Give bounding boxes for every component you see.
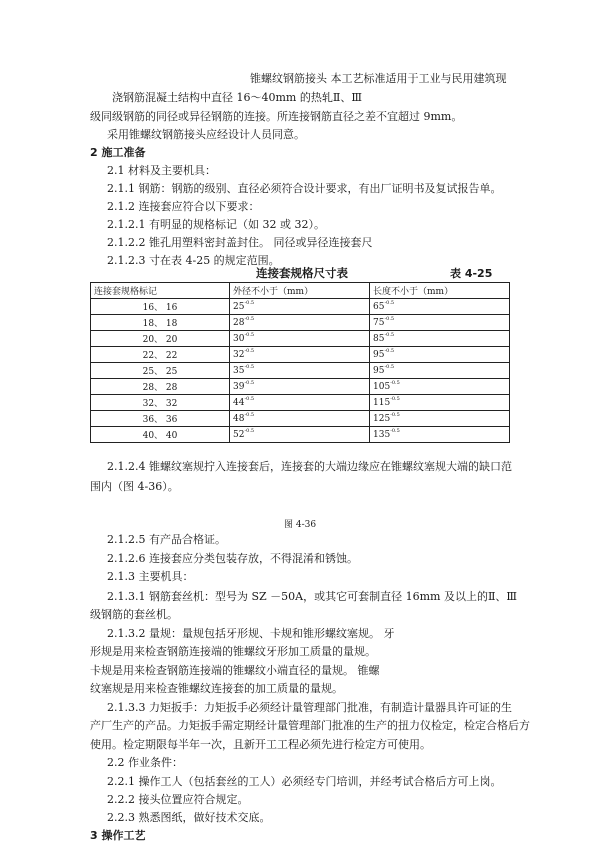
tolerance-mark: -0.5 <box>390 379 400 386</box>
cell-outer-diameter-value: 28 <box>233 317 245 328</box>
cell-outer-diameter-value: 52 <box>233 429 245 440</box>
tolerance-mark: -0.5 <box>390 411 400 418</box>
table-title: 连接套规格尺寸表 <box>256 266 348 280</box>
clause-2-1-3: 2.1.3 主要机具： <box>107 570 194 583</box>
cell-length-value: 65 <box>373 301 385 312</box>
tolerance-mark: -0.5 <box>244 347 255 354</box>
clause-2-1-3-3-line-2: 产厂生产的产品。力矩扳手需定期经计量管理部门批准的生产的扭力仪检定，检定合格后方 <box>90 719 530 732</box>
section-3-heading: 3 操作工艺 <box>90 829 146 842</box>
clause-2-2-1: 2.2.1 操作工人（包括套丝的工人）必须经专门培训，并经考试合格后方可上岗。 <box>107 775 502 788</box>
header-outer-diameter: 外径不小于（mm） <box>230 283 370 299</box>
header-length: 长度不小于（mm） <box>370 283 510 299</box>
clause-2-1-2-4-line-1: 2.1.2.4 锥螺纹塞规拧入连接套后，连接套的大端边缘应在锥螺纹塞规大端的缺口范 <box>107 460 512 473</box>
clause-2-2-3: 2.2.3 熟悉图纸，做好技术交底。 <box>107 811 271 824</box>
tolerance-mark: -0.5 <box>244 379 255 386</box>
clause-2-1-1: 2.1.1 钢筋：钢筋的级别、直径必须符合设计要求，有出厂证明书及复试报告单。 <box>107 182 502 195</box>
table-row <box>91 331 510 347</box>
intro-line-3: 级同级钢筋的同径或异径钢筋的连接。所连接钢筋直径之差不宜超过 9mm。 <box>90 110 463 123</box>
cell-spec: 18、 18 <box>91 315 230 331</box>
cell-outer-diameter <box>230 299 370 315</box>
cell-length <box>370 379 510 395</box>
tolerance-mark: -0.5 <box>244 315 255 322</box>
clause-2-1-2-2: 2.1.2.2 锥孔用塑料密封盖封住。 同径或异径连接套尺 <box>107 236 373 249</box>
clause-2-1-2-6: 2.1.2.6 连接套应分类包装存放，不得混淆和锈蚀。 <box>107 552 358 565</box>
table-row <box>91 363 510 379</box>
clause-2-1: 2.1 材料及主要机具： <box>107 164 216 177</box>
clause-2-1-3-2-line-4: 纹塞规是用来检查锥螺纹连接套的加工质量的量规。 <box>90 682 343 695</box>
cell-outer-diameter <box>230 379 370 395</box>
cell-outer-diameter-value: 48 <box>233 413 245 424</box>
cell-outer-diameter-value: 44 <box>233 397 245 408</box>
clause-2-1-2-1: 2.1.2.1 有明显的规格标记（如 32 或 32）。 <box>107 218 325 231</box>
cell-outer-diameter <box>230 315 370 331</box>
tolerance-mark: -0.5 <box>244 363 255 370</box>
cell-outer-diameter <box>230 347 370 363</box>
cell-outer-diameter-value: 35 <box>233 365 245 376</box>
tolerance-mark: -0.5 <box>244 299 255 306</box>
clause-2-1-3-2-line-3: 卡规是用来检查钢筋连接端的锥螺纹小端直径的量规。 锥螺 <box>90 664 380 677</box>
section-2-heading: 2 施工准备 <box>90 146 146 159</box>
cell-outer-diameter-value: 25 <box>233 301 245 312</box>
clause-2-1-3-1-line-2: 级钢筋的套丝机。 <box>90 608 178 621</box>
cell-length-value: 135 <box>373 429 391 440</box>
clause-2-2: 2.2 作业条件： <box>107 756 183 769</box>
cell-outer-diameter <box>230 395 370 411</box>
cell-outer-diameter <box>230 363 370 379</box>
tolerance-mark: -0.5 <box>384 347 395 354</box>
table-row <box>91 411 510 427</box>
tolerance-mark: -0.5 <box>244 395 255 402</box>
cell-spec: 36、 36 <box>91 411 230 427</box>
cell-spec: 28、 28 <box>91 379 230 395</box>
clause-2-1-3-2-line-1: 2.1.3.2 量规：量规包括牙形规、卡规和锥形螺纹塞规。 牙 <box>107 627 395 640</box>
cell-length-value: 85 <box>373 333 385 344</box>
cell-outer-diameter-value: 32 <box>233 349 245 360</box>
cell-length <box>370 331 510 347</box>
cell-outer-diameter <box>230 427 370 443</box>
intro-line-2: 浇钢筋混凝土结构中直径 16～40mm 的热轧Ⅱ、Ⅲ <box>112 91 362 104</box>
tolerance-mark: -0.5 <box>384 299 395 306</box>
intro-line-1: 锥螺纹钢筋接头 本工艺标准适用于工业与民用建筑现 <box>250 72 507 85</box>
tolerance-mark: -0.5 <box>390 427 400 434</box>
clause-2-1-2-4-line-2: 围内（图 4-36）。 <box>90 480 179 493</box>
table-row <box>91 299 510 315</box>
clause-2-1-2-3: 2.1.2.3 寸在表 4-25 的规定范围。 <box>107 254 280 267</box>
tolerance-mark: -0.5 <box>244 427 255 434</box>
cell-outer-diameter-value: 30 <box>233 333 245 344</box>
table-header-row <box>91 283 510 299</box>
cell-length <box>370 347 510 363</box>
cell-length <box>370 411 510 427</box>
tolerance-mark: -0.5 <box>384 315 395 322</box>
cell-length-value: 105 <box>373 381 391 392</box>
tolerance-mark: -0.5 <box>390 395 400 402</box>
cell-length-value: 125 <box>373 413 391 424</box>
header-spec: 连接套规格标记 <box>91 283 230 299</box>
table-row <box>91 395 510 411</box>
clause-2-2-2: 2.2.2 接头位置应符合规定。 <box>107 793 249 806</box>
table-row <box>91 379 510 395</box>
tolerance-mark: -0.5 <box>244 331 255 338</box>
cell-length <box>370 395 510 411</box>
intro-line-4: 采用锥螺纹钢筋接头应经设计人员同意。 <box>107 128 305 141</box>
table-row <box>91 347 510 363</box>
cell-outer-diameter-value: 39 <box>233 381 245 392</box>
tolerance-mark: -0.5 <box>384 363 395 370</box>
cell-length <box>370 299 510 315</box>
clause-2-1-2-5: 2.1.2.5 有产品合格证。 <box>107 533 226 546</box>
table-row <box>91 427 510 443</box>
clause-2-1-3-3-line-1: 2.1.3.3 力矩扳手：力矩扳手必须经计量管理部门批准，有制造计量器具许可证的生 <box>107 701 512 714</box>
clause-2-1-3-2-line-2: 形规是用来检查钢筋连接端的锥螺纹牙形加工质量的量规。 <box>90 645 376 658</box>
cell-spec: 20、 20 <box>91 331 230 347</box>
clause-2-1-3-3-line-3: 使用。检定期限每半年一次，且新开工工程必须先进行检定方可使用。 <box>90 738 431 751</box>
clause-2-1-2: 2.1.2 连接套应符合以下要求： <box>107 200 260 213</box>
cell-spec: 22、 22 <box>91 347 230 363</box>
table-number: 表 4-25 <box>450 267 493 280</box>
cell-spec: 40、 40 <box>91 427 230 443</box>
cell-spec: 32、 32 <box>91 395 230 411</box>
cell-length-value: 95 <box>373 349 385 360</box>
tolerance-mark: -0.5 <box>384 331 395 338</box>
cell-length <box>370 363 510 379</box>
cell-length <box>370 427 510 443</box>
cell-length-value: 115 <box>373 397 391 408</box>
tolerance-mark: -0.5 <box>244 411 255 418</box>
cell-spec: 25、 25 <box>91 363 230 379</box>
cell-length <box>370 315 510 331</box>
figure-caption: 图 4-36 <box>284 520 317 530</box>
cell-outer-diameter <box>230 331 370 347</box>
cell-length-value: 75 <box>373 317 385 328</box>
sleeve-spec-table <box>90 282 510 443</box>
cell-length-value: 95 <box>373 365 385 376</box>
cell-outer-diameter <box>230 411 370 427</box>
cell-spec: 16、 16 <box>91 299 230 315</box>
table-row <box>91 315 510 331</box>
clause-2-1-3-1-line-1: 2.1.3.1 钢筋套丝机：型号为 SZ －50A，或其它可套制直径 16mm 及以上的Ⅱ、Ⅲ <box>107 590 518 603</box>
